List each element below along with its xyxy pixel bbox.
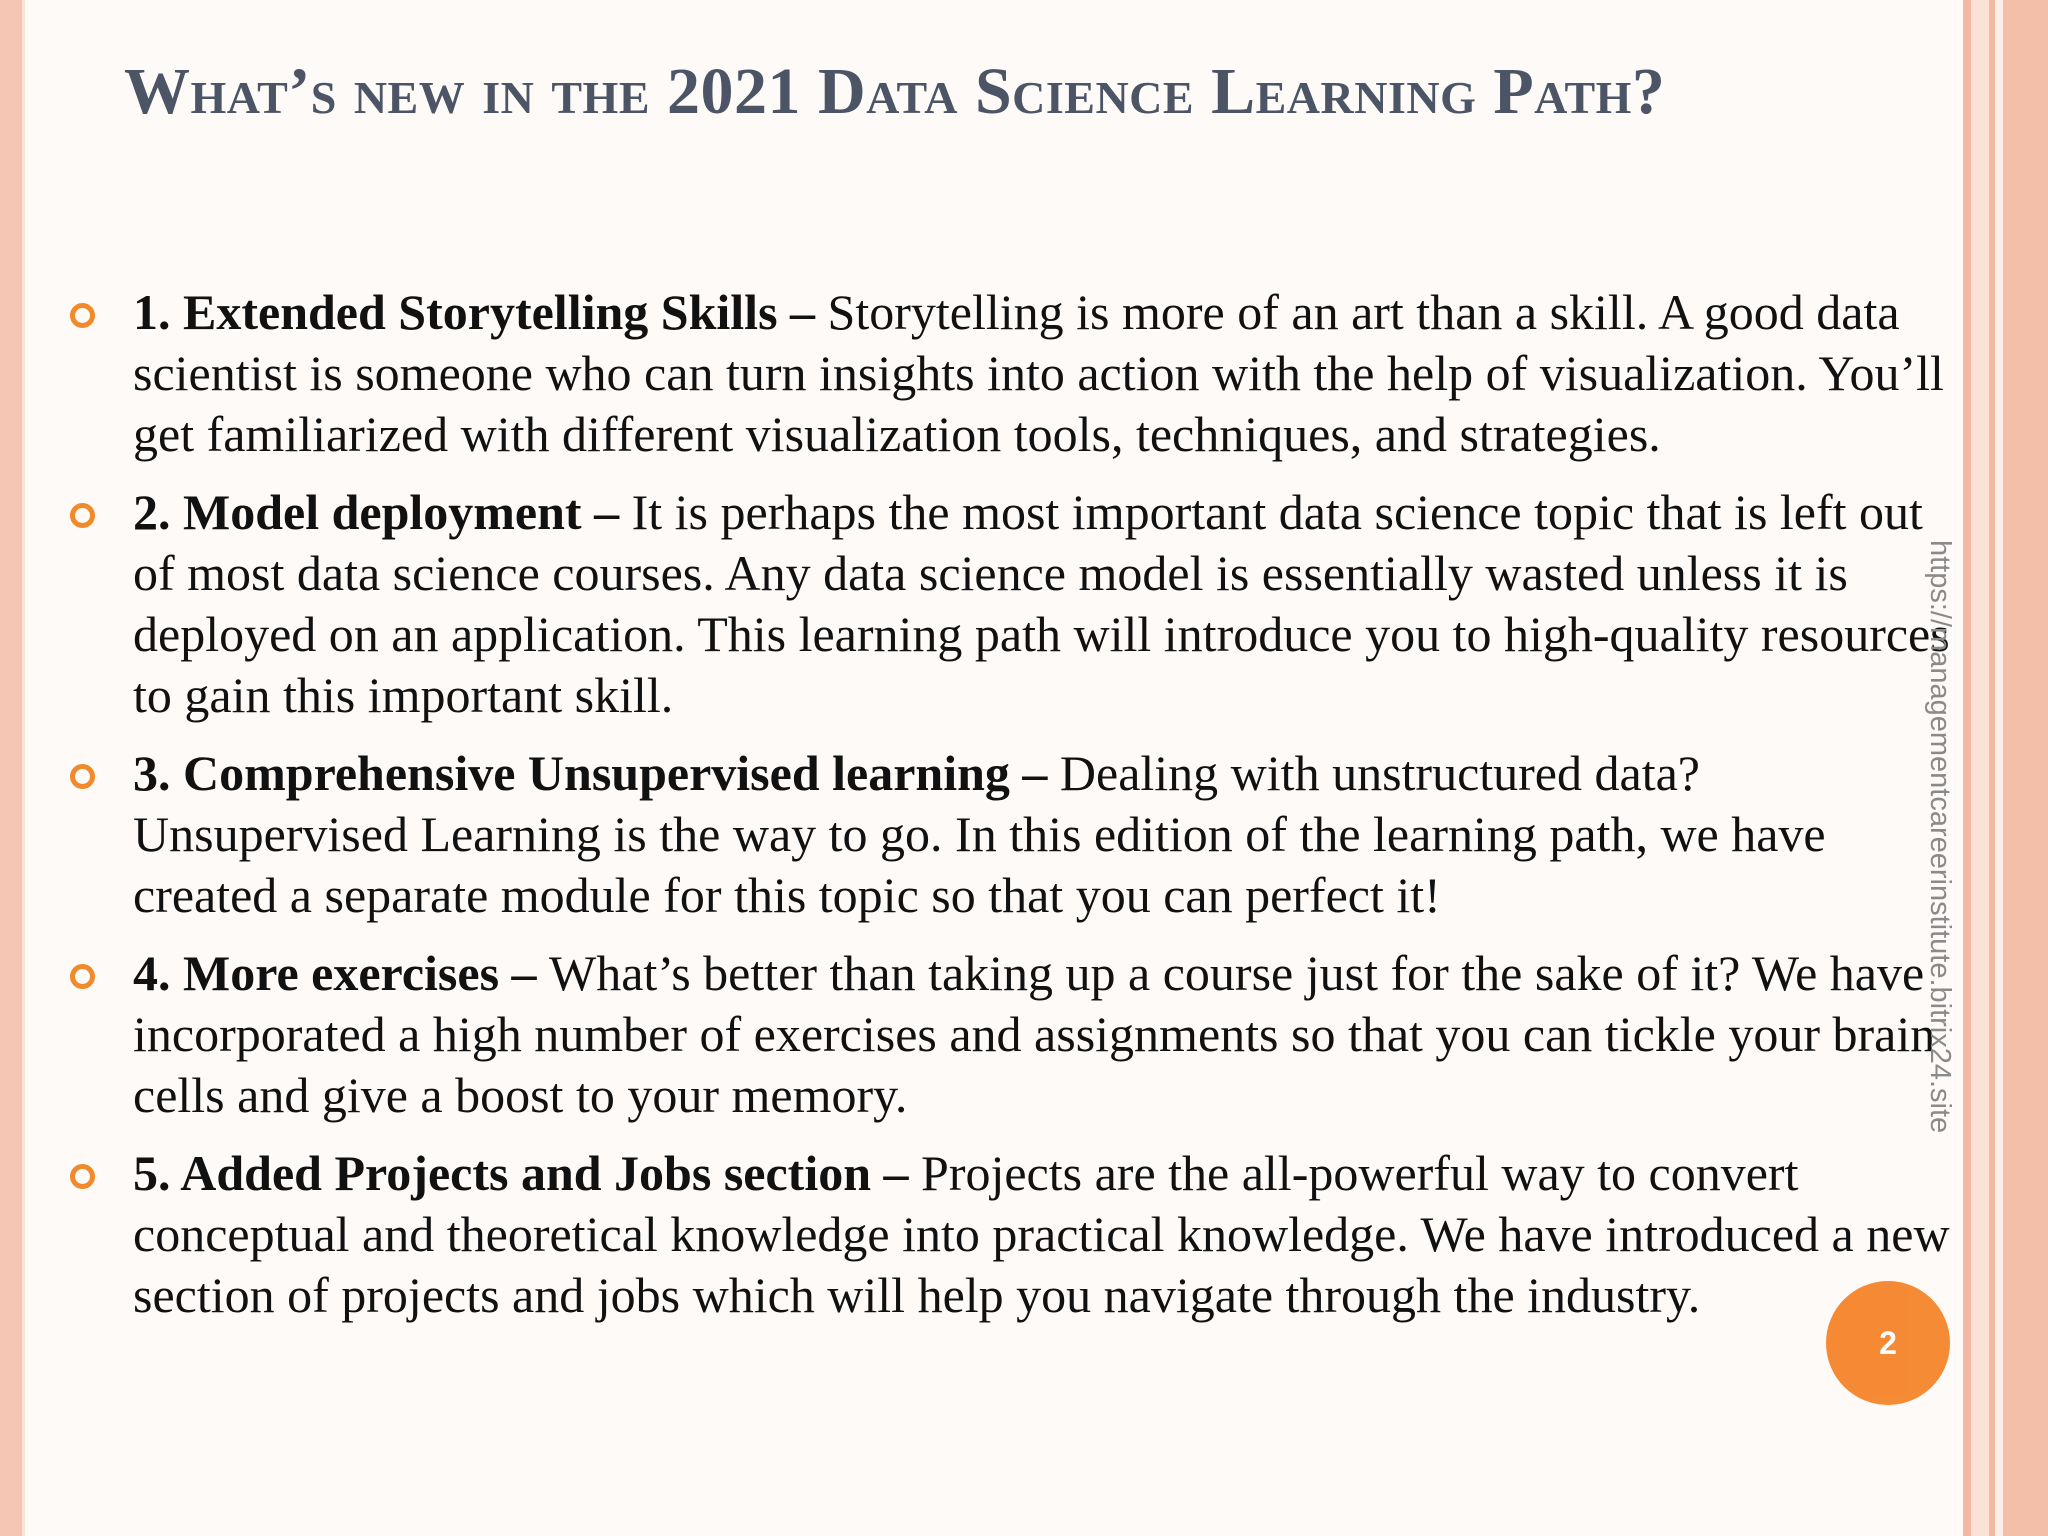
ring-bullet-icon bbox=[70, 503, 95, 528]
bullet-heading: 5. Added Projects and Jobs section – bbox=[133, 1145, 922, 1201]
right-border-frame bbox=[1963, 0, 2048, 1536]
ring-bullet-icon bbox=[70, 964, 95, 989]
bullet-heading: 1. Extended Storytelling Skills – bbox=[133, 284, 828, 340]
bullet-text: It is perhaps the most important data science topic that is left out of most data science courses. Any data science model is essentially wasted unless it is deployed on an application. This learning path will introduce you to high-quality resources to gain this important skill. bbox=[133, 484, 1950, 723]
bullet-list bbox=[0, 282, 1960, 1343]
ring-bullet-icon bbox=[70, 764, 95, 789]
list-item bbox=[0, 743, 1960, 926]
list-item bbox=[0, 1143, 1960, 1326]
page-number-badge: 2 bbox=[1826, 1281, 1950, 1405]
bullet-text: Projects are the all-powerful way to convert conceptual and theoretical knowledge into practical knowledge. We have introduced a new section of projects and jobs which will help you navigate through the industry. bbox=[133, 1145, 1950, 1323]
bullet-text: Storytelling is more of an art than a skill. A good data scientist is someone who can turn insights into action with the help of visualization. You’ll get familiarized with different visualization tools, techniques, and strategies. bbox=[133, 284, 1944, 462]
ring-bullet-icon bbox=[70, 303, 95, 328]
bullet-text: What’s better than taking up a course just for the sake of it? We have incorporated a high number of exercises and assignments so that you can tickle your brain cells and give a boost to your memory. bbox=[133, 945, 1936, 1123]
bullet-text: Dealing with unstructured data? Unsupervised Learning is the way to go. In this edition of the learning path, we have created a separate module for this topic so that you can perfect it! bbox=[133, 745, 1826, 923]
ring-bullet-icon bbox=[70, 1164, 95, 1189]
list-item bbox=[0, 282, 1960, 465]
watermark-url[interactable]: https://managementcareerinstitute.bitrix24.site bbox=[1924, 540, 1956, 1134]
list-item bbox=[0, 943, 1960, 1126]
bullet-heading: 4. More exercises – bbox=[133, 945, 550, 1001]
bullet-heading: 3. Comprehensive Unsupervised learning – bbox=[133, 745, 1060, 801]
list-item bbox=[0, 482, 1960, 726]
slide-title: What’s new in the 2021 Data Science Learning Path? bbox=[124, 55, 1666, 128]
bullet-heading: 2. Model deployment – bbox=[133, 484, 632, 540]
